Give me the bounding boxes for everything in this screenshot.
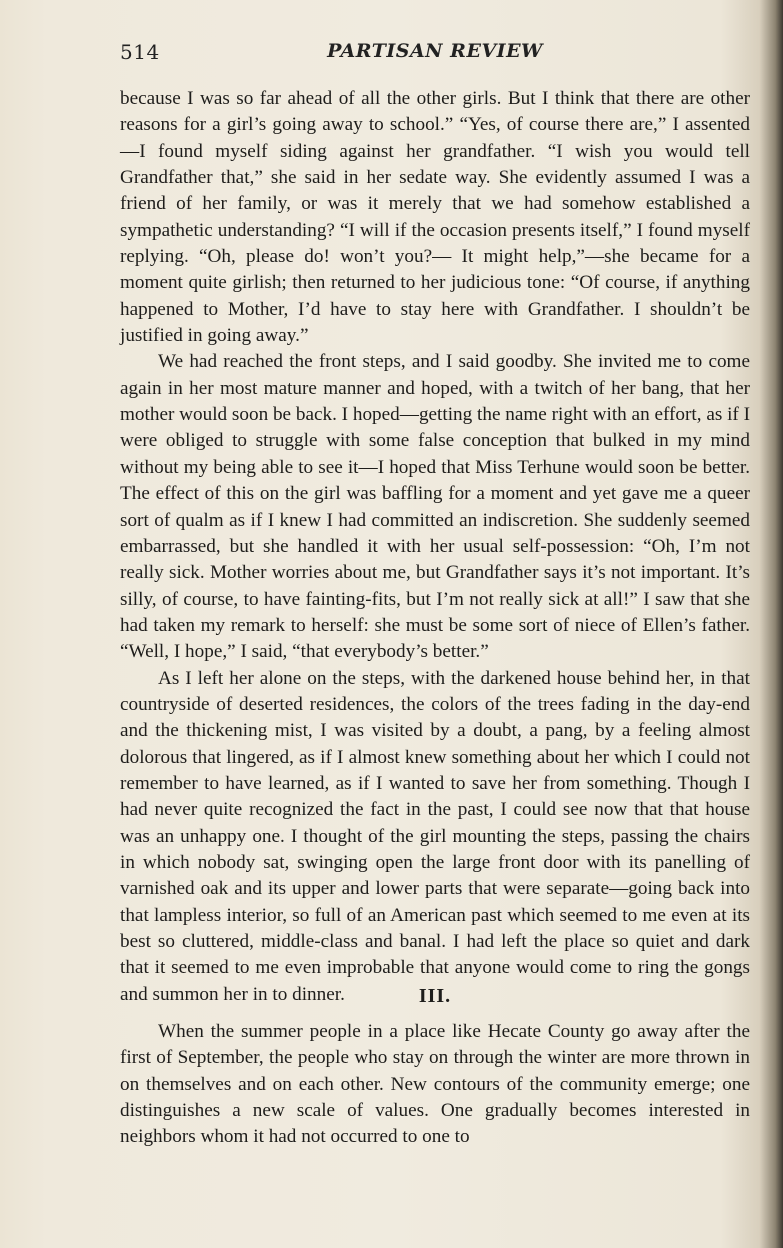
section-heading: III. <box>418 985 452 1007</box>
paragraph-1: because I was so far ahead of all the other girls. But I think that there are other reasons for a girl’s going away to school.” “Yes, of course there are,” I assented—I found myself siding against her grandfather. “I wish you would tell Grandfather that,” she said in her sedate way. She evidently assumed I was a friend of her family, or was it merely that we had somehow established a sympathetic understanding? “I will if the occasion presents itself,” I found myself replying. “Oh, please do! won’t you?— It might help,”—she became for a moment quite girlish; then returned to her judicious tone: “Of course, if anything happened to Mother, I’d have to stay here with Grandfather. I shouldn’t be justified in going away.” <box>120 88 750 347</box>
page-number: 514 <box>120 40 160 64</box>
body-text <box>120 86 750 1008</box>
page-header <box>120 40 750 70</box>
paragraph-2: We had reached the front steps, and I said goodby. She invited me to come again in her most mature manner and hoped, with a twitch of her bang, that her mother would soon be back. I hoped—getting the name right with an effort, as if I were obliged to struggle with some false conception that bulked in my mind without my being able to see it—I hoped that Miss Terhune would soon be better. The effect of this on the girl was baffling for a moment and yet gave me a queer sort of qualm as if I knew I had committed an indiscretion. She suddenly seemed embarrassed, but she handled it with her usual self-possession: “Oh, I’m not really sick. Mother worries about me, but Grandfather says it’s not important. It’s silly, of course, to have fainting-fits, but I’m not really sick at all!” I saw that she had taken my remark to herself: she must be some sort of niece of Ellen’s father. “Well, I hope,” I said, “that everybody’s better.” <box>120 351 751 663</box>
section-text <box>120 1019 750 1151</box>
running-head: PARTISAN REVIEW <box>327 40 543 62</box>
section-paragraph-1: When the summer people in a place like Hecate County go away after the first of September, the people who stay on through the winter are more thrown in on themselves and on each other. New contours of the community emerge; one distinguishes a new scale of values. One gradually becomes interested in neighbors whom it had not occurred to one to <box>120 1021 750 1148</box>
paragraph-3: As I left her alone on the steps, with the darkened house behind her, in that countryside of deserted residences, the colors of the trees fading in the day-end and the thickening mist, I was visited by a doubt, a pang, by a feeling almost dolorous that lingered, as if I almost knew something about her which I could not remember to have learned, as if I wanted to save her from something. Though I had never quite recognized the fact in the past, I could see now that that house was an unhappy one. I thought of the girl mounting the steps, passing the chairs in which nobody sat, swinging open the large front door with its panelling of varnished oak and its upper and lower parts that were separate—going back into that lampless interior, so full of an American past which seemed to me even at its best so cluttered, middle-class and banal. I had left the place so quiet and dark that it seemed to me even improbable that anyone would come to ring the gongs and summon her in to dinner. <box>120 667 750 1005</box>
